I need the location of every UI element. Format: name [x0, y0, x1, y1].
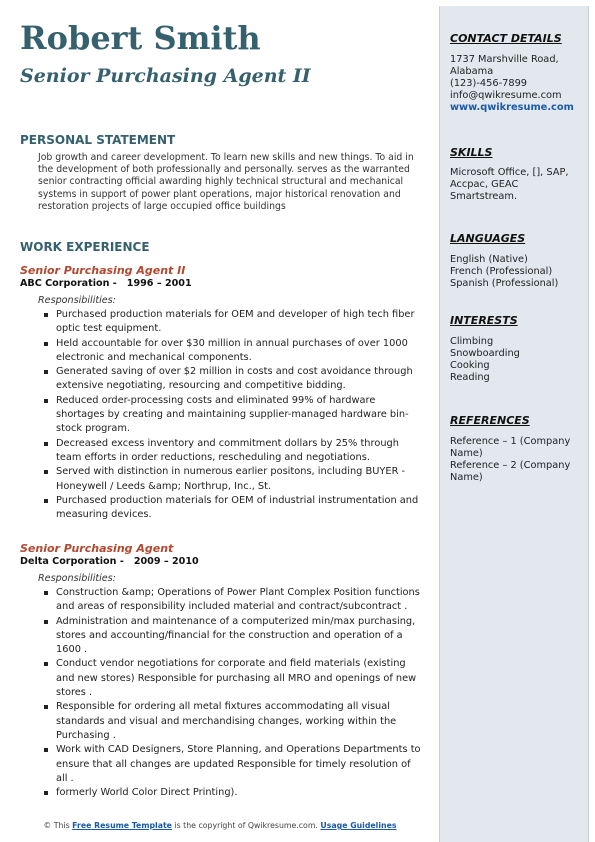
list-item: Served with distinction in numerous earlier positons, including BUYER - Honeywell / Leeds &amp; Northrup, Inc., St. — [42, 465, 424, 494]
responsibilities-label: Responsibilities: — [38, 573, 116, 584]
candidate-name: Robert Smith — [20, 19, 261, 57]
list-item: Construction &amp; Operations of Power Plant Complex Position functions and areas of responsibility included material and contract/subcontract . — [42, 586, 424, 615]
list-item: Cooking — [450, 360, 490, 371]
languages-heading: LANGUAGES — [450, 232, 526, 245]
list-item: English (Native) — [450, 254, 528, 265]
list-item: Administration and maintenance of a computerized min/max purchasing, stores and accounting/financial for the construction and operation of a 1600 . — [42, 615, 424, 658]
list-item: Purchased production materials for OEM of industrial instrumentation and measuring devices. — [42, 494, 424, 523]
work-experience-heading: WORK EXPERIENCE — [20, 240, 150, 254]
list-item: Generated saving of over $2 million in costs and cost avoidance through extensive negotiating, resourcing and competitive bidding. — [42, 365, 424, 394]
bullet-icon — [44, 705, 48, 709]
list-item: French (Professional) — [450, 266, 553, 277]
job-1-responsibilities — [42, 308, 424, 522]
list-item: formerly World Color Direct Printing). — [42, 786, 424, 800]
references-heading: REFERENCES — [450, 414, 530, 427]
bullet-icon — [44, 748, 48, 752]
free-resume-template-link[interactable]: Free Resume Template — [72, 821, 172, 830]
phone-number: (123)-456-7899 — [450, 78, 528, 89]
list-item: Responsible for ordering all metal fixtures accommodating all visual standards and visual and merchandising changes, working within the Purchasing . — [42, 700, 424, 743]
job-2-responsibilities — [42, 586, 424, 800]
bullet-icon — [44, 620, 48, 624]
list-item: Held accountable for over $30 million in annual purchases of over 1000 electronic and mechanical components. — [42, 337, 424, 366]
bullet-icon — [44, 313, 48, 317]
footer-copyright: © This Free Resume Template is the copyright of Qwikresume.com. Usage Guidelines — [43, 821, 397, 830]
list-item: Climbing — [450, 336, 494, 347]
candidate-title: Senior Purchasing Agent II — [20, 65, 311, 87]
company-line: ABC Corporation - 1996 – 2001 — [20, 278, 192, 289]
company-line: Delta Corporation - 2009 – 2010 — [20, 556, 199, 567]
skills-text: Microsoft Office, [], SAP, Accpac, GEAC Smartstream. — [450, 167, 569, 202]
list-item: Work with CAD Designers, Store Planning, and Operations Departments to ensure that all changes are updated Responsible for timely resolution of all . — [42, 743, 424, 786]
address-line: 1737 Marshville Road, — [450, 54, 559, 65]
list-item: Reduced order-processing costs and eliminated 99% of hardware shortages by creating and maintaining supplier-managed hardware bin-stock program. — [42, 394, 424, 437]
bullet-icon — [44, 399, 48, 403]
bullet-icon — [44, 370, 48, 374]
languages-list — [450, 254, 584, 290]
bullet-icon — [44, 442, 48, 446]
personal-statement-heading: PERSONAL STATEMENT — [20, 133, 176, 147]
references-list — [450, 436, 584, 484]
bullet-icon — [44, 662, 48, 666]
job-title: Senior Purchasing Agent — [20, 542, 174, 555]
interests-list — [450, 336, 584, 384]
sidebar — [439, 6, 589, 842]
list-item: Reference – 1 (Company Name) — [450, 436, 571, 459]
bullet-icon — [44, 470, 48, 474]
address-line: Alabama — [450, 66, 494, 77]
job-title: Senior Purchasing Agent II — [20, 264, 186, 277]
bullet-icon — [44, 342, 48, 346]
list-item: Reading — [450, 372, 490, 383]
responsibilities-label: Responsibilities: — [38, 295, 116, 306]
bullet-icon — [44, 499, 48, 503]
bullet-icon — [44, 591, 48, 595]
list-item: Decreased excess inventory and commitment dollars by 25% through team efforts in order reductions, rescheduling and negotiations. — [42, 437, 424, 466]
contact-details — [450, 54, 584, 114]
contact-details-heading: CONTACT DETAILS — [450, 32, 562, 45]
skills-heading: SKILLS — [450, 146, 493, 159]
list-item: Conduct vendor negotiations for corporate and field materials (existing and new stores) Responsible for purchasing all MRO and openings of new stores . — [42, 657, 424, 700]
email-address: info@qwikresume.com — [450, 90, 562, 101]
bullet-icon — [44, 791, 48, 795]
usage-guidelines-link[interactable]: Usage Guidelines — [320, 821, 397, 830]
website-link[interactable]: www.qwikresume.com — [450, 102, 574, 113]
list-item: Purchased production materials for OEM and developer of high tech fiber optic test equipment. — [42, 308, 424, 337]
list-item: Reference – 2 (Company Name) — [450, 460, 571, 483]
list-item: Snowboarding — [450, 348, 520, 359]
interests-heading: INTERESTS — [450, 314, 518, 327]
list-item: Spanish (Professional) — [450, 278, 559, 289]
personal-statement-text: Job growth and career development. To learn new skills and new things. To aid in the development of both professionally and personally. serves as the warranted senior contracting official awarding highly technical structural and mechanical systems in support of power plant operations, major historical renovation and restoration projects of large occupied office buildings — [38, 152, 414, 212]
